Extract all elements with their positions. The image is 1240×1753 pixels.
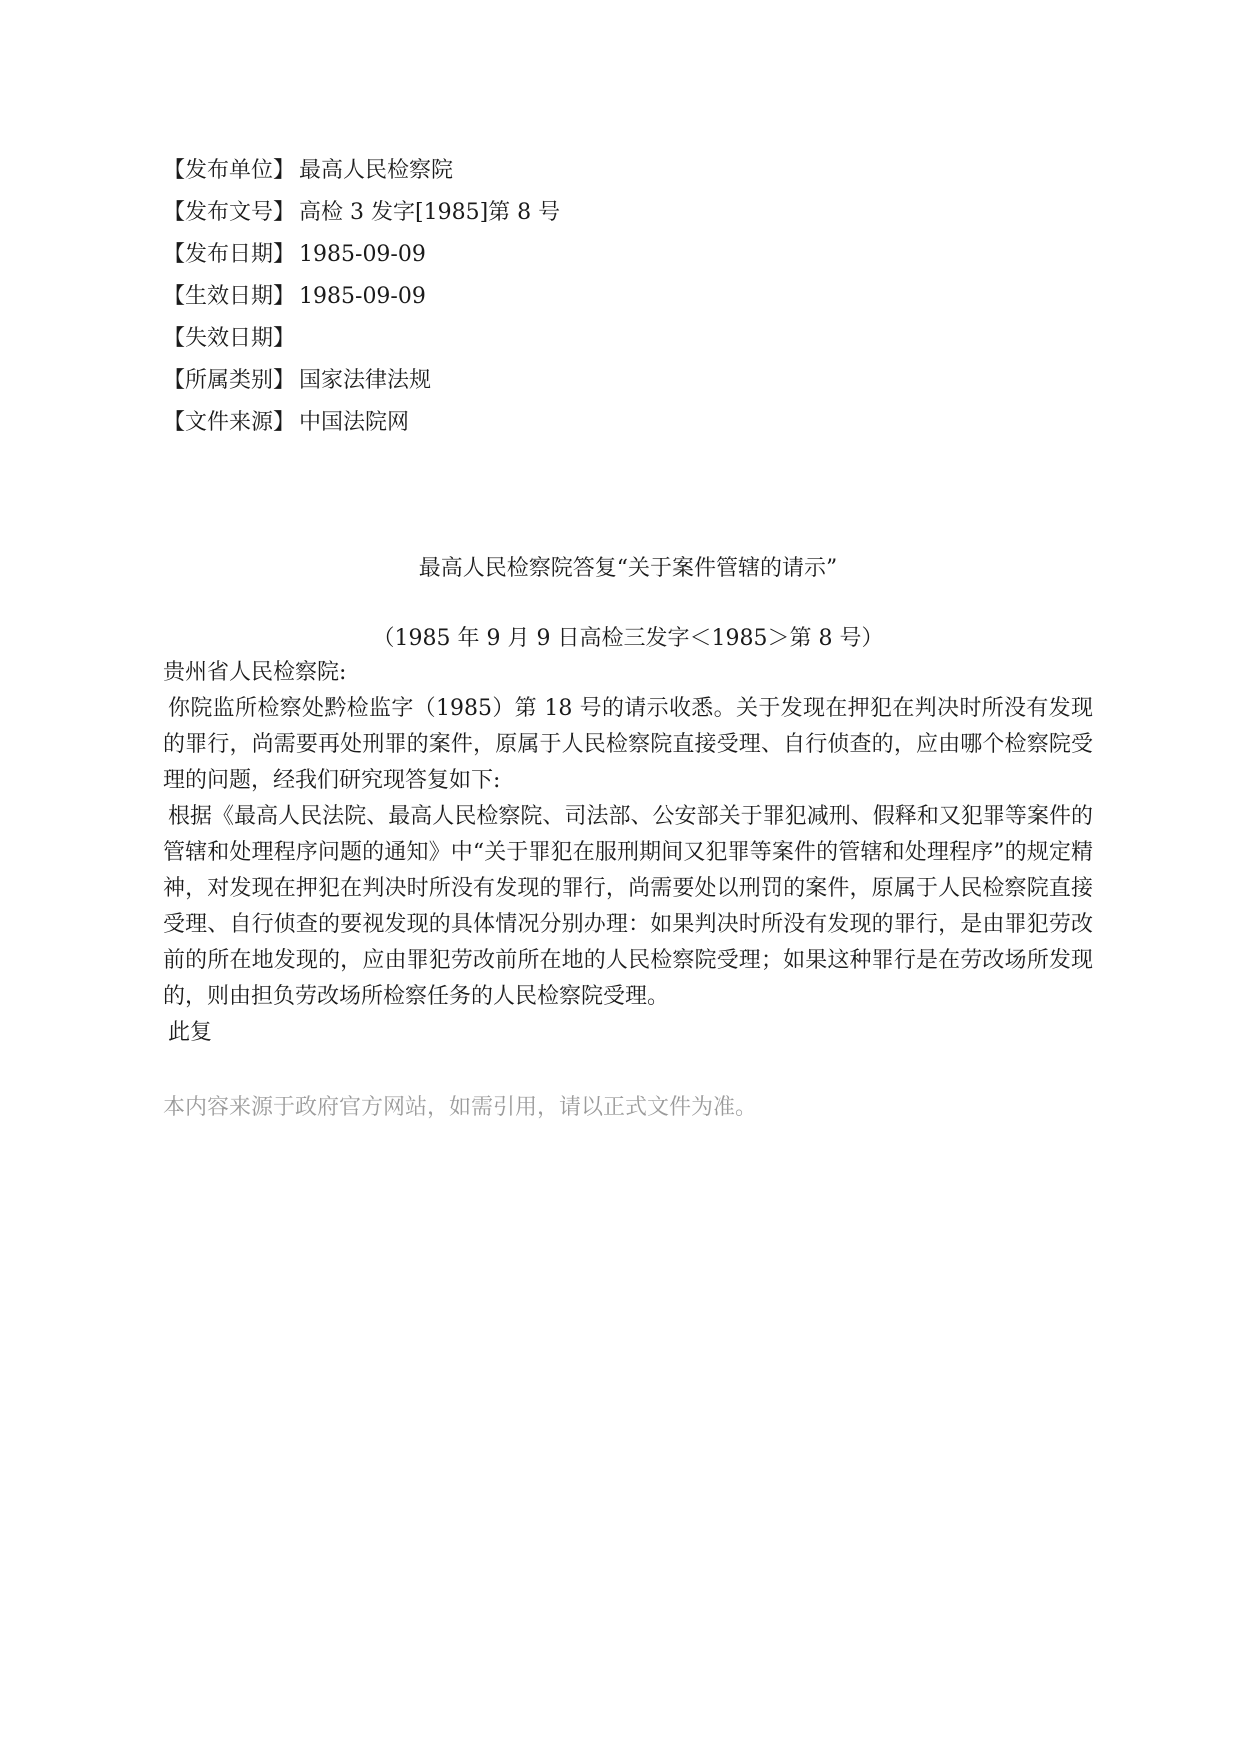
metadata-key: 【发布日期】 xyxy=(163,242,296,267)
metadata-value: 1985-09-09 xyxy=(299,242,426,267)
metadata-row-expiry-date xyxy=(163,318,1093,360)
addressee: 贵州省人民检察院: xyxy=(163,660,347,685)
document-title: 最高人民检察院答复“关于案件管辖的请示” xyxy=(418,556,838,581)
metadata-row-source xyxy=(163,402,1093,444)
metadata-row-issue-date xyxy=(163,234,1093,276)
body-paragraph: 你院监所检察处黔检监字（1985）第 18 号的请示收悉。关于发现在押犯在判决时所没有发现的罪行，尚需要再处刑罪的案件，原属于人民检察院直接受理、自行侦查的，应由哪个检察院受理的问题，经我们研究现答复如下: xyxy=(163,696,1093,793)
metadata-key: 【生效日期】 xyxy=(163,284,296,309)
document-body xyxy=(163,655,1093,1051)
metadata-value: 高检 3 发字[1985]第 8 号 xyxy=(299,200,561,225)
metadata-value: 中国法院网 xyxy=(299,410,410,435)
closing-line: 此复 xyxy=(168,1020,213,1045)
metadata-row-effective-date xyxy=(163,276,1093,318)
source-disclaimer: 本内容来源于政府官方网站，如需引用，请以正式文件为准。 xyxy=(163,1095,758,1120)
metadata-key: 【文件来源】 xyxy=(163,410,296,435)
metadata-key: 【失效日期】 xyxy=(163,326,296,351)
metadata-key: 【发布文号】 xyxy=(163,200,296,225)
metadata-row-doc-number xyxy=(163,192,1093,234)
metadata-key: 【所属类别】 xyxy=(163,368,296,393)
document-page xyxy=(163,150,1093,1120)
body-paragraph: 根据《最高人民法院、最高人民检察院、司法部、公安部关于罪犯减刑、假释和又犯罪等案件的管辖和处理程序问题的通知》中“关于罪犯在服刑期间又犯罪等案件的管辖和处理程序”的规定精神，对发现在押犯在判决时所没有发现的罪行，尚需要处以刑罚的案件，原属于人民检察院直接受理、自行侦查的要视发现的具体情况分别办理：如果判决时所没有发现的罪行，是由罪犯劳改前的所在地发现的，应由罪犯劳改前所在地的人民检察院受理；如果这种罪行是在劳改场所发现的，则由担负劳改场所检察任务的人民检察院受理。 xyxy=(163,804,1093,1009)
metadata-value: 1985-09-09 xyxy=(299,284,426,309)
document-subtitle: （1985 年 9 月 9 日高检三发字＜1985＞第 8 号） xyxy=(372,626,884,651)
metadata-key: 【发布单位】 xyxy=(163,158,296,183)
metadata-value: 最高人民检察院 xyxy=(299,158,454,183)
metadata-row-issuer xyxy=(163,150,1093,192)
metadata-list xyxy=(163,150,1093,444)
metadata-value: 国家法律法规 xyxy=(299,368,432,393)
metadata-row-category xyxy=(163,360,1093,402)
